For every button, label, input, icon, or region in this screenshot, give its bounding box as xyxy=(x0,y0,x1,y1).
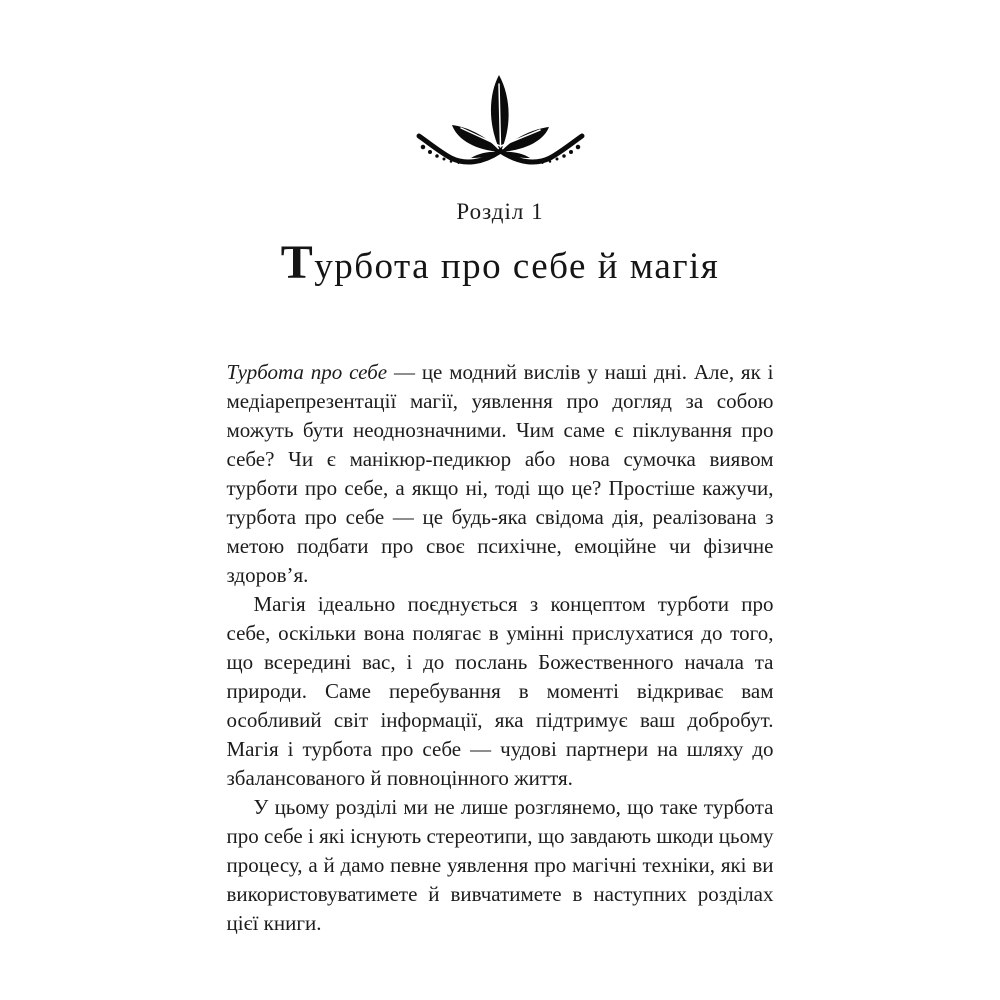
chapter-label: Розділ 1 xyxy=(456,199,544,224)
paragraph-1-lead-italic: Турбота про себе xyxy=(226,360,388,384)
chapter-title: Турбота про себе й магія xyxy=(280,236,720,289)
paragraph-1 xyxy=(227,358,774,590)
paragraph-1-rest: — це модний вислів у наші дні. Але, як і медіарепрезентації магії, уявлення про догляд за собою можуть бути неоднозначними. Чим саме є піклування про себе? Чи є манікюр-педикюр або нова сумочка виявом турботи про себе, а якщо ні, тоді що це? Простіше кажучи, турбота про себе — це будь-яка свідома дія, реалізована з метою подбати про своє психічне, емоційне чи фізичне здоров’я. xyxy=(226,360,774,587)
leaf-flourish-icon xyxy=(415,72,585,167)
paragraph-2: Магія ідеально поєднується з концептом турботи про себе, оскільки вона полягає в умінні прислухатися до того, що всередині вас, і до послань Божественного начала та природи. Саме перебування в моменті відкриває вам особливий світ інформації, яка підтримує ваш добробут. Магія і турбота про себе — чудові партнери на шляху до збалансованого й повноцінного життя. xyxy=(226,592,774,790)
paragraph-3: У цьому розділі ми не лише розглянемо, що таке турбота про себе і які існують стереотипи, що завдають шкоди цьому процесу, а й дамо певне уявлення про магічні техніки, які ви використовуватимете й вивчатимете в наступних розділах цієї книги. xyxy=(226,795,774,935)
text-block xyxy=(227,358,774,938)
